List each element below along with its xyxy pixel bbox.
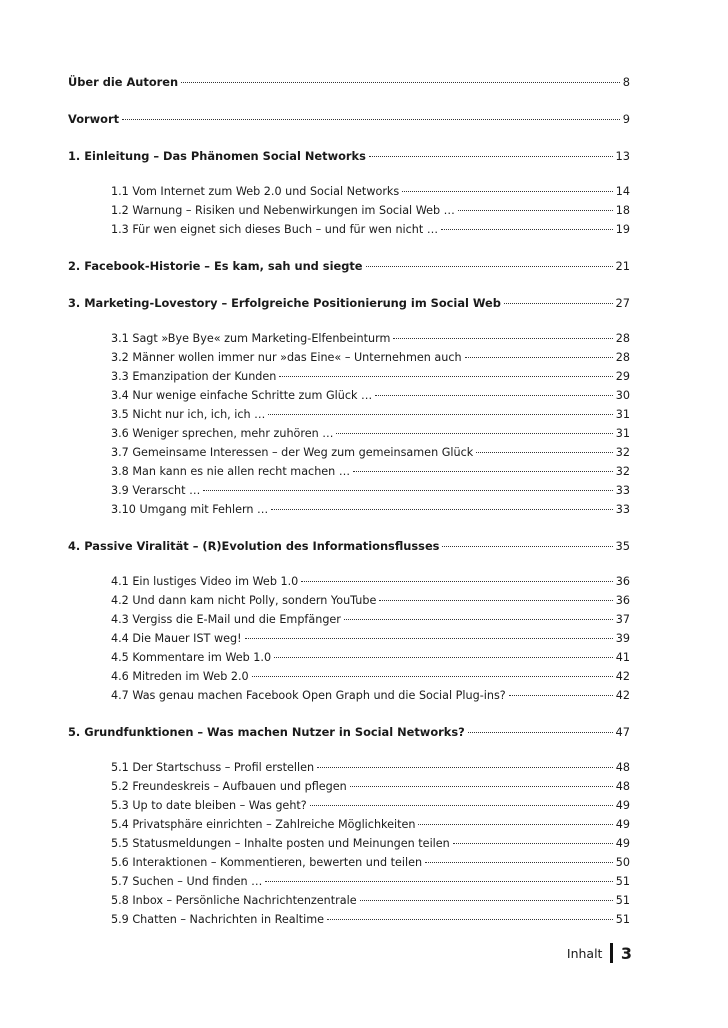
- toc-section-title: 3.10 Umgang mit Fehlern …: [111, 503, 269, 516]
- toc-section[interactable]: [68, 834, 630, 853]
- dot-leader: [279, 376, 612, 377]
- dot-leader: [369, 156, 613, 157]
- toc-section-title: 3.3 Emanzipation der Kunden: [111, 370, 277, 383]
- toc-chapter-title: Über die Autoren: [68, 75, 179, 89]
- toc-section-title: 5.7 Suchen – Und finden …: [111, 875, 263, 888]
- toc-section[interactable]: [68, 329, 630, 348]
- dot-leader: [344, 619, 613, 620]
- dot-leader: [441, 229, 613, 230]
- toc-section[interactable]: [68, 891, 630, 910]
- toc-section[interactable]: [68, 182, 630, 201]
- toc-section-page: 41: [615, 651, 630, 664]
- toc-section[interactable]: [68, 572, 630, 591]
- dot-leader: [181, 82, 620, 83]
- toc-section-title: 5.1 Der Startschuss – Profil erstellen: [111, 761, 315, 774]
- dot-leader: [453, 843, 613, 844]
- toc-section-title: 4.5 Kommentare im Web 1.0: [111, 651, 272, 664]
- toc-section-title: 4.2 Und dann kam nicht Polly, sondern YouTube: [111, 594, 377, 607]
- toc-section-title: 5.6 Interaktionen – Kommentieren, bewerten und teilen: [111, 856, 423, 869]
- toc-chapter-title: 4. Passive Viralität – (R)Evolution des Informationsflusses: [68, 539, 440, 553]
- toc-section-page: 33: [615, 503, 630, 516]
- toc-section-title: 1.1 Vom Internet zum Web 2.0 und Social Networks: [111, 185, 400, 198]
- toc-section[interactable]: [68, 348, 630, 367]
- dot-leader: [360, 900, 613, 901]
- toc-section-page: 33: [615, 484, 630, 497]
- toc-section-page: 48: [615, 780, 630, 793]
- toc-chapter-page: 13: [615, 149, 630, 163]
- toc-section[interactable]: [68, 367, 630, 386]
- toc-section[interactable]: [68, 201, 630, 220]
- toc-section-title: 5.9 Chatten – Nachrichten in Realtime: [111, 913, 325, 926]
- toc-section-page: 30: [615, 389, 630, 402]
- page-footer: [567, 943, 632, 963]
- toc-section-page: 42: [615, 670, 630, 683]
- toc-chapter-page: 35: [615, 539, 630, 553]
- toc-section[interactable]: [68, 667, 630, 686]
- footer-label: Inhalt: [566, 945, 603, 961]
- toc-section-title: 3.8 Man kann es nie allen recht machen …: [111, 465, 351, 478]
- dot-leader: [418, 824, 612, 825]
- toc-chapter[interactable]: [68, 257, 630, 276]
- toc-section-title: 3.7 Gemeinsame Interessen – der Weg zum gemeinsamen Glück: [111, 446, 474, 459]
- toc-chapter-title: 5. Grundfunktionen – Was machen Nutzer in Social Networks?: [68, 725, 465, 739]
- dot-leader: [310, 805, 613, 806]
- toc-chapter[interactable]: [68, 73, 630, 92]
- toc-section-page: 36: [615, 594, 630, 607]
- dot-leader: [274, 657, 613, 658]
- toc-section[interactable]: [68, 481, 630, 500]
- toc-section-title: 5.8 Inbox – Persönliche Nachrichtenzentrale: [111, 894, 357, 907]
- dot-leader: [203, 490, 612, 491]
- toc-section[interactable]: [68, 386, 630, 405]
- toc-section-title: 1.2 Warnung – Risiken und Nebenwirkungen im Social Web …: [111, 204, 455, 217]
- toc-section-page: 18: [615, 204, 630, 217]
- toc-section[interactable]: [68, 405, 630, 424]
- dot-leader: [465, 357, 613, 358]
- dot-leader: [375, 395, 613, 396]
- toc-section[interactable]: [68, 815, 630, 834]
- toc-chapter-title: 3. Marketing-Lovestory – Erfolgreiche Positionierung im Social Web: [68, 296, 501, 310]
- toc-section-title: 4.1 Ein lustiges Video im Web 1.0: [111, 575, 299, 588]
- toc-section-title: 3.9 Verarscht …: [111, 484, 201, 497]
- dot-leader: [402, 191, 613, 192]
- toc-section-title: 4.4 Die Mauer IST weg!: [111, 632, 242, 645]
- toc-section[interactable]: [68, 500, 630, 519]
- toc-section-title: 4.3 Vergiss die E-Mail und die Empfänger: [111, 613, 341, 626]
- toc-section-title: 3.6 Weniger sprechen, mehr zuhören …: [111, 427, 334, 440]
- dot-leader: [301, 581, 612, 582]
- dot-leader: [366, 266, 613, 267]
- toc-section-page: 50: [615, 856, 630, 869]
- toc-section[interactable]: [68, 758, 630, 777]
- toc-section-title: 3.5 Nicht nur ich, ich, ich …: [111, 408, 266, 421]
- toc-section-page: 31: [615, 427, 630, 440]
- toc-chapter[interactable]: [68, 537, 630, 556]
- toc-section-page: 28: [615, 332, 630, 345]
- dot-leader: [504, 303, 613, 304]
- toc-chapter-title: 1. Einleitung – Das Phänomen Social Networks: [68, 149, 366, 163]
- dot-leader: [336, 433, 612, 434]
- dot-leader: [379, 600, 612, 601]
- toc-chapter[interactable]: [68, 294, 630, 313]
- toc-section-title: 3.2 Männer wollen immer nur »das Eine« – Unternehmen auch: [111, 351, 462, 364]
- toc-section-page: 39: [615, 632, 630, 645]
- dot-leader: [458, 210, 613, 211]
- dot-leader: [509, 695, 613, 696]
- dot-leader: [350, 786, 613, 787]
- toc-section-title: 5.4 Privatsphäre einrichten – Zahlreiche Möglichkeiten: [111, 818, 416, 831]
- dot-leader: [353, 471, 613, 472]
- dot-leader: [122, 119, 620, 120]
- toc-section[interactable]: [68, 629, 630, 648]
- toc-section[interactable]: [68, 648, 630, 667]
- toc-section-title: 4.6 Mitreden im Web 2.0: [111, 670, 249, 683]
- toc-section-page: 28: [615, 351, 630, 364]
- toc-section-page: 36: [615, 575, 630, 588]
- toc-section-page: 51: [615, 875, 630, 888]
- toc-chapter[interactable]: [68, 723, 630, 742]
- toc-section-page: 14: [615, 185, 630, 198]
- toc-section-page: 19: [615, 223, 630, 236]
- table-of-contents: [68, 73, 630, 929]
- toc-section[interactable]: [68, 853, 630, 872]
- toc-section-page: 29: [615, 370, 630, 383]
- page-number: 3: [620, 943, 632, 963]
- toc-section-page: 49: [615, 818, 630, 831]
- dot-leader: [252, 676, 613, 677]
- toc-section-title: 5.2 Freundeskreis – Aufbauen und pflegen: [111, 780, 347, 793]
- toc-section-page: 31: [615, 408, 630, 421]
- toc-chapter-page: 47: [615, 725, 630, 739]
- toc-section[interactable]: [68, 777, 630, 796]
- toc-section[interactable]: [68, 796, 630, 815]
- dot-leader: [265, 881, 612, 882]
- toc-section-page: 32: [615, 465, 630, 478]
- toc-chapter-title: Vorwort: [68, 112, 120, 126]
- toc-section-page: 51: [615, 913, 630, 926]
- toc-section[interactable]: [68, 610, 630, 629]
- toc-section-title: 5.5 Statusmeldungen – Inhalte posten und Meinungen teilen: [111, 837, 450, 850]
- dot-leader: [425, 862, 613, 863]
- toc-chapter-page: 21: [615, 259, 630, 273]
- toc-section-page: 42: [615, 689, 630, 702]
- dot-leader: [468, 732, 613, 733]
- toc-chapter[interactable]: [68, 147, 630, 166]
- toc-section[interactable]: [68, 220, 630, 239]
- dot-leader: [245, 638, 613, 639]
- toc-chapter[interactable]: [68, 110, 630, 129]
- toc-section-title: 4.7 Was genau machen Facebook Open Graph und die Social Plug-ins?: [111, 689, 506, 702]
- toc-section[interactable]: [68, 910, 630, 929]
- toc-section-title: 3.1 Sagt »Bye Bye« zum Marketing-Elfenbeinturm: [111, 332, 391, 345]
- toc-section[interactable]: [68, 443, 630, 462]
- toc-section[interactable]: [68, 686, 630, 705]
- toc-section-page: 51: [615, 894, 630, 907]
- toc-section-page: 48: [615, 761, 630, 774]
- toc-section-title: 5.3 Up to date bleiben – Was geht?: [111, 799, 307, 812]
- dot-leader: [317, 767, 613, 768]
- dot-leader: [476, 452, 613, 453]
- dot-leader: [393, 338, 612, 339]
- toc-chapter-page: 9: [622, 112, 630, 126]
- toc-chapter-title: 2. Facebook-Historie – Es kam, sah und siegte: [68, 259, 363, 273]
- toc-section-title: 1.3 Für wen eignet sich dieses Buch – und für wen nicht …: [111, 223, 439, 236]
- toc-section-page: 49: [615, 799, 630, 812]
- toc-section[interactable]: [68, 591, 630, 610]
- toc-section-page: 49: [615, 837, 630, 850]
- toc-section-page: 37: [615, 613, 630, 626]
- toc-chapter-page: 8: [622, 75, 630, 89]
- footer-divider: [610, 943, 612, 963]
- toc-chapter-page: 27: [615, 296, 630, 310]
- toc-section-page: 32: [615, 446, 630, 459]
- dot-leader: [268, 414, 612, 415]
- dot-leader: [271, 509, 613, 510]
- toc-section[interactable]: [68, 424, 630, 443]
- toc-section-title: 3.4 Nur wenige einfache Schritte zum Glück …: [111, 389, 373, 402]
- toc-section[interactable]: [68, 872, 630, 891]
- dot-leader: [327, 919, 613, 920]
- toc-section[interactable]: [68, 462, 630, 481]
- dot-leader: [442, 546, 612, 547]
